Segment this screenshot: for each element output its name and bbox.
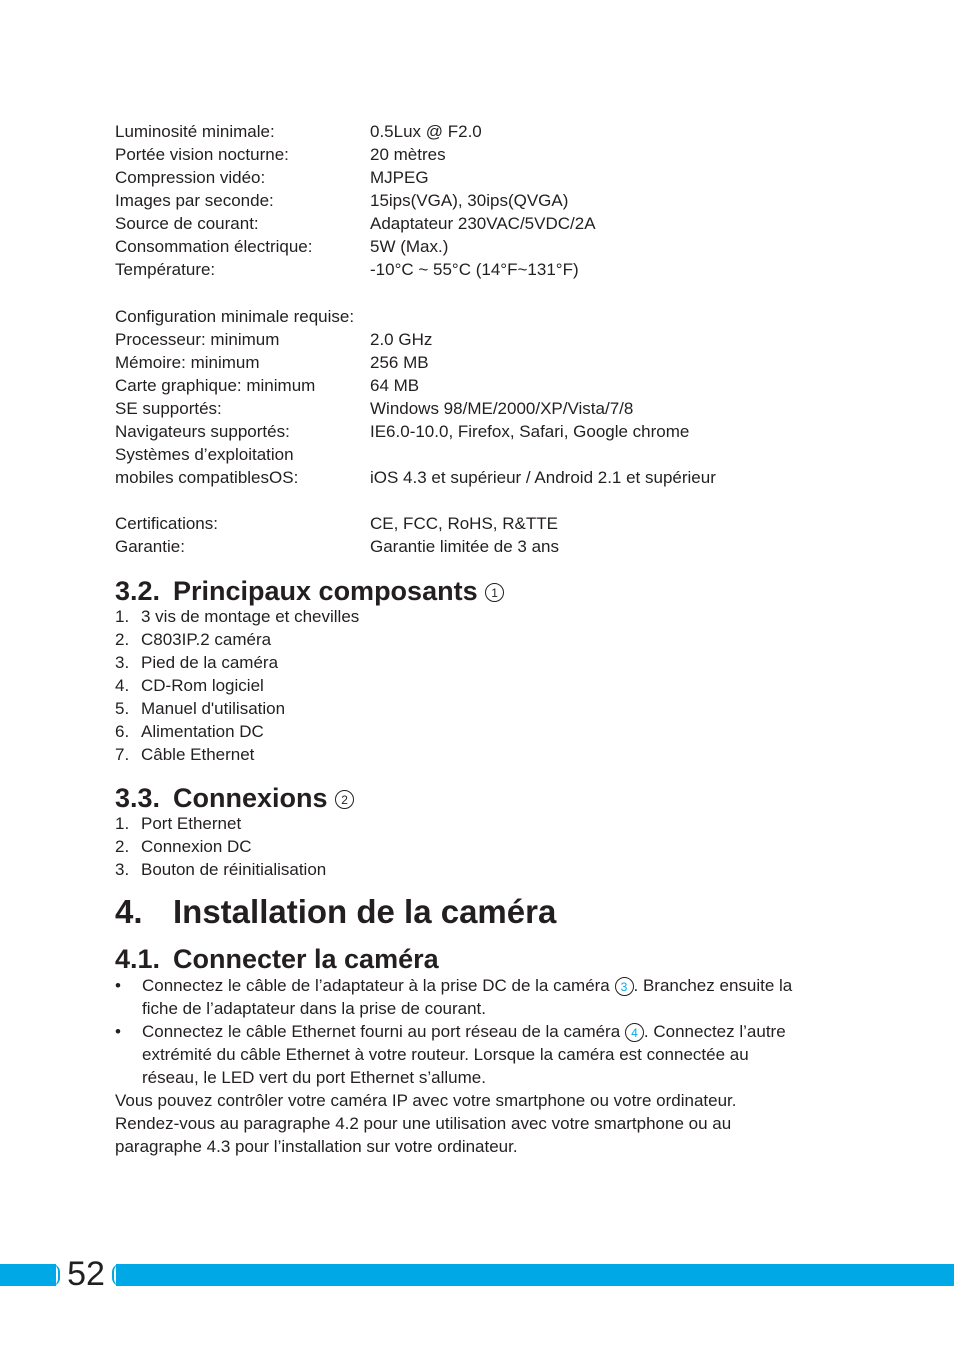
list-item: 5. Manuel d'utilisation	[115, 699, 286, 718]
page-number: 52	[67, 1255, 105, 1293]
list-item: 2. Connexion DC	[115, 837, 252, 856]
list-item: 2. C803IP.2 caméra	[115, 630, 272, 649]
list-item: 3. Pied de la caméra	[115, 653, 279, 672]
manual-page: Luminosité minimale: 0.5Lux @ F2.0 Portée vision nocturne: 20 mètres Compression vidéo: MJPEG Images par seconde: 15ips(VGA), 30ips(QVGA) Source de courant: Adaptateur 230VAC/5VDC/2A Consommation électrique: 5W (Max.) Température: -10°C ~ 55°C (14°F~131°F) Configuration minimale requise: Processeur: minimum 2.0 GHz Mémoire: minimum 256 MB Carte graphique: minimum 64 MB SE supportés: Windows 98/ME/2000/XP/Vista/7/8 Navigateurs supportés: IE6.0-10.0, Firefox, Safari, Google chrome Systèmes d’exploitation mobiles compatiblesOS: iOS 4.3 et supérieur / Android 2.1 et supérieur Certifications: CE, FCC, RoHS, R&TTE Garantie: Garantie limitée de 3 ans 3.2. Principaux composants 1 1. 3 vis de montage et chevilles 2. C803IP.2 caméra 3. Pied de la caméra 4. CD-Rom logiciel 5. Manuel d'utilisation 6. Alimentation DC 7. Câble Ethernet 3.3. Connexions 2 1. Port Ethernet 2. Connexion DC 3. Bouton de réinitialisation 4. Installation de la caméra 4.1. Connecter la caméra • Connectez le câble de l’adaptateur à la prise DC de la caméra 3 . Branchez ensuite la fiche de l’adaptateur dans la prise de courant. • Connectez le câble Ethernet fourni au port réseau de la caméra 4 . Connectez l’autre extrémité du câble Ethernet à votre routeur. Lorsque la caméra est connectée au réseau, le LED vert du port Ethernet s’allume. Vous pouvez contrôler votre caméra IP avec votre smartphone ou votre ordinateur. Rendez-vous au paragraphe 4.2 pour une utilisation avec votre smartphone ou au paragraphe 4.3 pour l’installation sur votre ordinateur. 52	[0, 0, 954, 1345]
section-heading-connect: 4.1. Connecter la caméra	[115, 944, 439, 974]
footer-bar-left	[0, 1264, 56, 1286]
paragraph-line: Vous pouvez contrôler votre caméra IP avec votre smartphone ou votre ordinateur.	[115, 1091, 737, 1110]
list-item: 1. Port Ethernet	[115, 814, 242, 833]
config-title: Configuration minimale requise:	[115, 307, 355, 326]
figure-ref-badge: 1	[485, 583, 504, 602]
chapter-heading: 4. Installation de la caméra	[115, 893, 557, 930]
figure-ref-badge: 2	[335, 790, 354, 809]
list-item: 7. Câble Ethernet	[115, 745, 255, 764]
footer-bar-right	[116, 1264, 954, 1286]
section-heading-components: 3.2. Principaux composants 1	[115, 575, 504, 607]
list-item: 3. Bouton de réinitialisation	[115, 860, 327, 879]
figure-ref-badge: 4	[625, 1023, 644, 1042]
list-item: 1. 3 vis de montage et chevilles	[115, 607, 360, 626]
paragraph-line: Rendez-vous au paragraphe 4.2 pour une utilisation avec votre smartphone ou au	[115, 1114, 732, 1133]
figure-ref-badge: 3	[615, 977, 634, 996]
section-heading-connections: 3.3. Connexions 2	[115, 782, 354, 814]
list-item: 6. Alimentation DC	[115, 722, 264, 741]
paragraph-line: paragraphe 4.3 pour l’installation sur votre ordinateur.	[115, 1137, 518, 1156]
list-item: 4. CD-Rom logiciel	[115, 676, 264, 695]
